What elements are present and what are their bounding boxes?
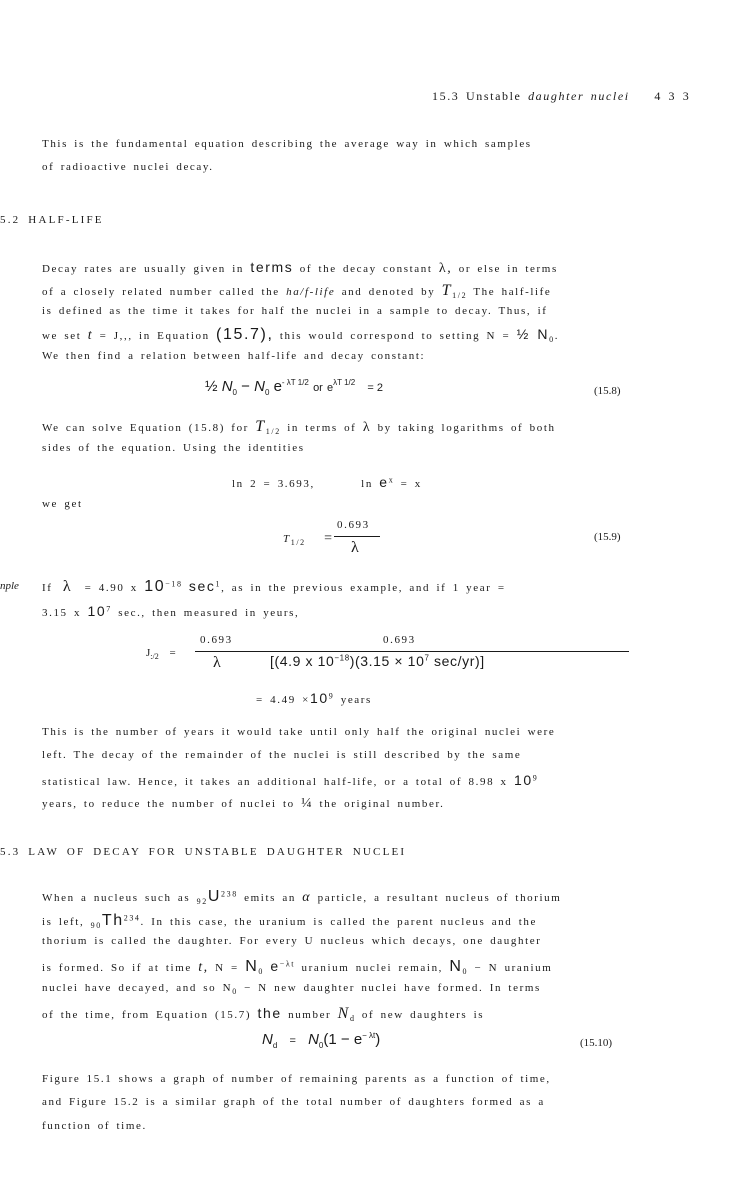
eq-equals: = bbox=[324, 531, 334, 546]
daughter-line-6 bbox=[42, 1005, 484, 1023]
example-p-line-4 bbox=[42, 796, 444, 812]
superscript: 234 bbox=[123, 913, 141, 923]
text: − N new daughter nuclei have formed. In terms bbox=[244, 982, 541, 994]
text-the: the bbox=[257, 1005, 282, 1021]
text: the original number. bbox=[319, 798, 445, 810]
superscript: 9 bbox=[328, 691, 335, 701]
subscript: d bbox=[272, 1041, 278, 1050]
eq-equals: = bbox=[169, 647, 176, 659]
symbol-N: N bbox=[449, 958, 463, 975]
symbol-e: e bbox=[270, 958, 280, 974]
subscript: 0 bbox=[258, 967, 264, 977]
symbol-N: N bbox=[337, 1005, 350, 1022]
symbol-T: T bbox=[283, 533, 291, 545]
identity-equals-x: = x bbox=[400, 478, 422, 490]
superscript: −18 bbox=[165, 579, 183, 589]
text: is formed. So if at time bbox=[42, 962, 192, 974]
eq-e: e bbox=[327, 382, 334, 394]
power-of-ten: 10 bbox=[309, 690, 329, 706]
example-p-line-1: This is the number of years it would take until only half the original nuclei were bbox=[42, 726, 556, 738]
superscript: - λT 1/2 bbox=[281, 378, 309, 387]
figure-ref-line-1: Figure 15.1 shows a graph of number of remaining parents as a function of time, bbox=[42, 1073, 551, 1085]
half-life-p2-line-2: sides of the equation. Using the identities bbox=[42, 442, 305, 454]
header-section-italic: daughter nuclei bbox=[528, 89, 630, 103]
half-life-p1-line-1 bbox=[42, 259, 558, 277]
half-life-p1-line-5: We then find a relation between half-life and decay constant: bbox=[42, 350, 426, 362]
symbol-U: U bbox=[207, 888, 221, 905]
text: )(3.15 × 10 bbox=[349, 653, 425, 669]
subscript: 0 bbox=[232, 388, 237, 397]
text: by taking logarithms of both bbox=[377, 422, 556, 434]
identities bbox=[232, 474, 422, 490]
we-get: we get bbox=[42, 498, 83, 510]
lambda-symbol: λ bbox=[62, 578, 73, 595]
text: of the decay constant bbox=[299, 263, 433, 275]
text: [(4.9 x 10 bbox=[270, 653, 335, 669]
subscript: 92 bbox=[196, 897, 208, 907]
subscript: d bbox=[349, 1014, 356, 1024]
eq-equals: = 2 bbox=[367, 382, 384, 394]
symbol-N: N bbox=[245, 958, 259, 975]
daughter-line-4 bbox=[42, 958, 552, 976]
eq-e: e bbox=[273, 378, 282, 395]
eq-paren-open: (1 − bbox=[323, 1031, 350, 1048]
text: years bbox=[340, 694, 372, 706]
superscript: 238 bbox=[221, 889, 238, 899]
symbol-J: J bbox=[146, 647, 151, 659]
identity-ln2: ln 2 = 3.693, bbox=[232, 478, 315, 490]
superscript: 7 bbox=[424, 653, 430, 663]
identity-e: e bbox=[379, 474, 389, 490]
superscript: 7 bbox=[106, 604, 112, 614]
fraction-bar bbox=[334, 536, 380, 537]
example-eq-den-1: λ bbox=[213, 654, 221, 671]
example-line-1 bbox=[42, 578, 506, 596]
text: of a closely related number called the bbox=[42, 286, 280, 298]
subscript: 1/2 bbox=[452, 291, 468, 301]
text: When a nucleus such as bbox=[42, 892, 191, 904]
text: . bbox=[554, 330, 560, 342]
subscript: 0 bbox=[232, 987, 238, 997]
daughter-line-2 bbox=[42, 912, 537, 930]
intro-line-2: of radioactive nuclei decay. bbox=[42, 161, 214, 173]
fraction-bar bbox=[195, 651, 629, 652]
text: nuclei have decayed, and so N bbox=[42, 982, 233, 994]
power-of-ten: 10 bbox=[513, 772, 533, 788]
superscript: 9 bbox=[532, 773, 539, 783]
text: The half-life bbox=[473, 286, 552, 298]
text-half-life-italic: ha/f-life bbox=[286, 286, 336, 298]
symbol-T: T bbox=[255, 418, 266, 435]
example-eq-den-2 bbox=[270, 653, 485, 669]
eq-N: N bbox=[221, 378, 233, 395]
example-eq-num-1: 0.693 bbox=[200, 634, 233, 646]
power-of-ten: 10 bbox=[87, 603, 107, 619]
text: . In this case, the uranium is called the parent nucleus and the bbox=[140, 916, 537, 928]
half-life-p2-line-1 bbox=[42, 418, 556, 436]
superscript: 1 bbox=[215, 579, 222, 589]
example-p-line-2: left. The decay of the remainder of the nuclei is still described by the same bbox=[42, 749, 522, 761]
equation-number-15-10: (15.10) bbox=[580, 1037, 613, 1049]
eq-15-9-lhs bbox=[283, 531, 334, 547]
section-heading-half-life: 5.2 HALF-LIFE bbox=[0, 214, 104, 226]
eq-15-9-denominator: λ bbox=[351, 539, 359, 556]
example-line-2 bbox=[42, 603, 299, 619]
symbol-t: t bbox=[87, 328, 94, 343]
equation-number-15-8: (15.8) bbox=[594, 385, 621, 397]
text: number bbox=[288, 1009, 332, 1021]
symbol-Th: Th bbox=[101, 912, 124, 929]
text: uranium nuclei remain, bbox=[301, 962, 444, 974]
text: If bbox=[42, 582, 53, 594]
superscript: x bbox=[388, 475, 395, 485]
half-life-p1-line-2 bbox=[42, 282, 551, 300]
lambda-symbol: λ, bbox=[438, 261, 453, 276]
text: = 4.49 × bbox=[256, 694, 310, 706]
subscript: 0 bbox=[549, 335, 555, 345]
symbol-t: t, bbox=[198, 960, 209, 975]
header-section: 15.3 Unstable bbox=[432, 89, 522, 103]
superscript: − λt bbox=[362, 1031, 376, 1040]
eq-N: N bbox=[254, 378, 265, 395]
subscript: 0 bbox=[462, 967, 469, 977]
half-N0: ½ N bbox=[516, 326, 550, 342]
figure-ref-line-2: and Figure 15.2 is a similar graph of the total number of daughters formed as a bbox=[42, 1096, 545, 1108]
text: and denoted by bbox=[341, 286, 436, 298]
text: of the time, from Equation (15.7) bbox=[42, 1009, 252, 1021]
equation-number-15-9: (15.9) bbox=[594, 531, 621, 543]
text: statistical law. Hence, it takes an additional half-life, or a total of 8.98 x bbox=[42, 776, 508, 788]
eq-15-9-numerator: 0.693 bbox=[337, 519, 370, 531]
fraction-quarter: ¼ bbox=[301, 796, 314, 811]
text: this would correspond to setting N = bbox=[279, 330, 511, 342]
text: emits an bbox=[244, 892, 296, 904]
text: We can solve Equation (15.8) for bbox=[42, 422, 249, 434]
text: sec., then measured in yeurs, bbox=[118, 607, 300, 619]
eq-e: e bbox=[353, 1031, 363, 1048]
superscript: −λt bbox=[279, 959, 296, 969]
half-life-p1-line-4 bbox=[42, 326, 559, 344]
text: in terms of bbox=[287, 422, 357, 434]
intro-line-1: This is the fundamental equation describing the average way in which samples bbox=[42, 138, 532, 150]
eq-equals: = bbox=[289, 1035, 296, 1047]
text: or else in terms bbox=[458, 263, 558, 275]
alpha-symbol: α bbox=[302, 890, 312, 905]
example-margin-label: nple bbox=[0, 580, 19, 592]
text: of new daughters is bbox=[361, 1009, 485, 1021]
text: Decay rates are usually given in bbox=[42, 263, 245, 275]
subscript: 1/2 bbox=[290, 538, 306, 548]
half-life-p1-line-3: is defined as the time it takes for half the nuclei in a sample to decay. Thus, if bbox=[42, 305, 548, 317]
lambda-symbol: λ bbox=[362, 420, 372, 435]
eq-half: ½ bbox=[205, 378, 218, 395]
symbol-T: T bbox=[441, 282, 453, 299]
eq-N: N bbox=[262, 1031, 273, 1048]
text: N = bbox=[215, 962, 239, 974]
text: = 4.90 x bbox=[84, 582, 138, 594]
daughter-line-3: thorium is called the daughter. For every U nucleus which decays, one daughter bbox=[42, 935, 542, 947]
eq-N: N bbox=[308, 1031, 319, 1048]
text: is left, bbox=[42, 916, 85, 928]
unit-sec: sec bbox=[188, 578, 216, 594]
subscript: 90 bbox=[90, 921, 102, 931]
text: = J,,, in Equation bbox=[99, 330, 210, 342]
subscript: 0 bbox=[264, 388, 270, 397]
example-eq-num-2: 0.693 bbox=[383, 634, 416, 646]
superscript: λT 1/2 bbox=[333, 378, 356, 387]
example-p-line-3 bbox=[42, 772, 538, 788]
text: years, to reduce the number of nuclei to bbox=[42, 798, 295, 810]
equation-15-8 bbox=[205, 378, 383, 397]
equation-ref: (15.7), bbox=[216, 326, 274, 343]
text: , as in the previous example, and if 1 year = bbox=[221, 582, 506, 594]
superscript: −18 bbox=[334, 653, 350, 663]
daughter-line-5 bbox=[42, 982, 541, 996]
text: sec/yr)] bbox=[434, 653, 485, 669]
eq-minus: − bbox=[241, 378, 250, 395]
power-of-ten: 10 bbox=[144, 578, 166, 595]
text: particle, a resultant nucleus of thorium bbox=[317, 892, 562, 904]
text-terms: terms bbox=[250, 259, 294, 275]
identity-ln: ln bbox=[361, 478, 373, 490]
running-header bbox=[432, 89, 690, 104]
section-heading-daughter: 5.3 LAW OF DECAY FOR UNSTABLE DAUGHTER NUCLEI bbox=[0, 846, 407, 858]
eq-paren-close: ) bbox=[375, 1031, 381, 1048]
page-number: 4 3 3 bbox=[654, 89, 691, 103]
text: − N uranium bbox=[474, 962, 553, 974]
text: we set bbox=[42, 330, 82, 342]
figure-ref-line-3: function of time. bbox=[42, 1120, 147, 1132]
subscript: 0 bbox=[318, 1041, 324, 1050]
subscript: 1/2 bbox=[265, 427, 281, 437]
example-eq-lhs bbox=[146, 647, 176, 661]
eq-or: or bbox=[313, 382, 323, 394]
text: 3.15 x bbox=[42, 607, 82, 619]
subscript: :/2 bbox=[150, 652, 159, 662]
example-result bbox=[256, 690, 372, 706]
daughter-line-1 bbox=[42, 888, 561, 906]
equation-15-10 bbox=[262, 1031, 380, 1050]
